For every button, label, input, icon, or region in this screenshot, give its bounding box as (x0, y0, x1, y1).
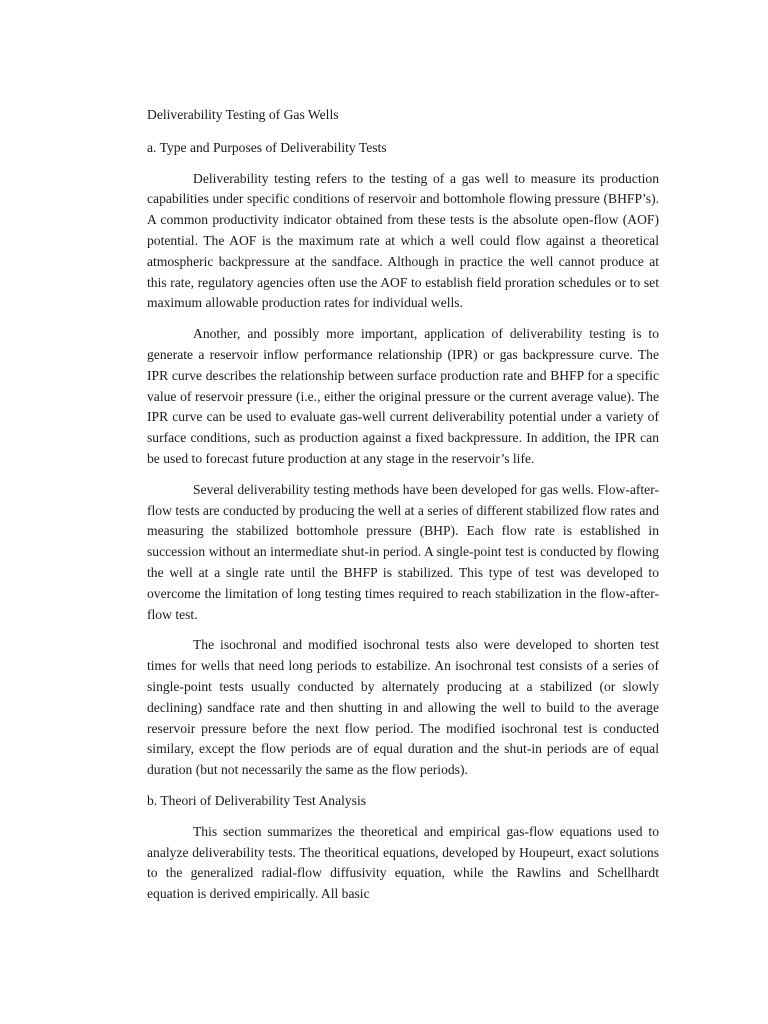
paragraph: Several deliverability testing methods have been developed for gas wells. Flow-after-flow tests are conducted by producing the well at a series of different stabilized flow rates and measuring the stabilized bottomhole pressure (BHP). Each flow rate is established in succession without an intermediate shut-in period. A single-point test is conducted by flowing the well at a single rate until the BHFP is stabilized. This type of test was developed to overcome the limitation of long testing times required to reach stabilization in the flow-after-flow test. (147, 481, 659, 622)
section-heading-a: a. Type and Purposes of Deliverability Tests (147, 139, 387, 155)
paragraph: The isochronal and modified isochronal tests also were developed to shorten test times for wells that need long periods to estabilize. An isochronal test consists of a series of single-point tests usually conducted by alternately producing at a stabilized (or slowly declining) sandface rate and then shutting in and allowing the well to build to the average reservoir pressure before the next flow period. The modified isochronal test is conducted similary, except the flow periods are of equal duration and the shut-in periods are of equal duration (but not necessarily the same as the flow periods). (147, 637, 659, 778)
paragraph: Deliverability testing refers to the testing of a gas well to measure its production capabilities under specific conditions of reservoir and bottomhole flowing pressure (BHFP’s). A common productivity indicator obtained from these tests is the absolute open-flow (AOF) potential. The AOF is the maximum rate at which a well could flow against a theoretical atmospheric backpressure at the sandface. Although in practice the well cannot produce at this rate, regulatory agencies often use the AOF to establish field proration schedules or to set maximum allowable production rates for individual wells. (147, 170, 659, 311)
section-heading-b: b. Theori of Deliverability Test Analysis (147, 792, 367, 808)
paragraph: Another, and possibly more important, application of deliverability testing is to generate a reservoir inflow performance relationship (IPR) or gas backpressure curve. The IPR curve describes the relationship between surface production rate and BHFP for a specific value of reservoir pressure (i.e., either the original pressure or the current average value). The IPR curve can be used to evaluate gas-well current deliverability potential under a variety of surface conditions, such as production against a fixed backpressure. In addition, the IPR can be used to forecast future production at any stage in the reservoir’s life. (147, 326, 659, 466)
paragraph: This section summarizes the theoretical and empirical gas-flow equations used to analyze deliverability tests. The theoritical equations, developed by Houpeurt, exact solutions to the generalized radial-flow diffusivity equation, while the Rawlins and Schellhardt equation is derived empirically. All basic (147, 823, 659, 902)
document-page (147, 92, 659, 915)
document-title: Deliverability Testing of Gas Wells (147, 107, 339, 122)
